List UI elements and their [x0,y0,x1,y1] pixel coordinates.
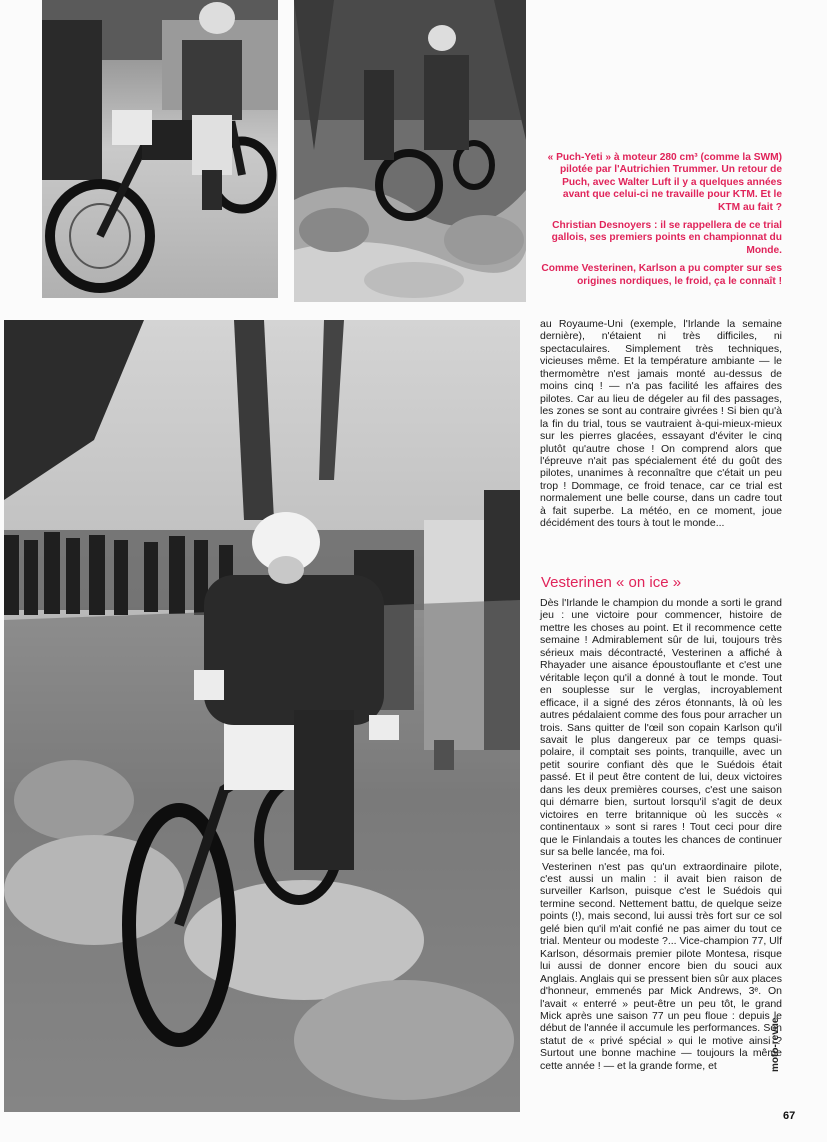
article-body [540,597,782,1072]
photo-puch-yeti [42,0,278,298]
photo-captions [540,152,782,294]
page-number: 67 [783,1110,796,1122]
section-heading: Vesterinen « on ice » [541,574,682,591]
photo-desnoyers [294,0,526,302]
body-paragraph-2: Vesterinen n'est pas qu'un extraordinaire pilote, c'est aussi un malin : il avait bien raison de surveiller Karlson, puisque c'est le Suédois qui termine second. Nettement battu, de quelque seize points (!), mais second, lui aussi très fort sur ce sol gelé bien qu'il m'ait confié ne pas aimer du tout ce trial. Menteur ou modeste ?... Vice-champion 77, Ulf Karlson, désormais premier pilote Montesa, risque lui aussi de donner encore bien du souci aux Anglais. Anglais qui se pressent bien sûr aux places d'honneur, emmenés par Mick Andrews, 3ᵉ. On l'avait « enterré » peut-être un peu tôt, le grand Mick après une saison 77 un peu floue : depuis le début de l'année il accumule les performances. Son statut de « privé spécial » qui le motive ainsi ? Surtout une bonne machine — toujours la même cette année ! — et la grande forme, et [540,860,783,1072]
photo-vesterinen [4,320,520,1112]
caption-puch-yeti: « Puch-Yeti » à moteur 280 cm³ (comme la SWM) pilotée par l'Autrichien Trummer. Un retour de Puch, avec Walter Luft il y a quelques années avant que celui-ci ne travaille pour KTM. Et le KTM au fait ? [547,152,782,213]
magazine-name: moto-revue [770,1017,781,1072]
intro-paragraph: au Royaume-Uni (exemple, l'Irlande la semaine dernière), n'étaient ni très difficiles, ni spectaculaires. Simplement très techniques, vicieuses même. Et la température ambiante — le thermomètre n'est jamais monté au-dessus de moins cinq ! — n'a pas facilité les affaires des pilotes. Car au lieu de dégeler au fil des passages, les zones se sont au contraire givrées ! Si bien qu'à la fin du trial, tous se vautraient à-qui-mieux-mieux sur les pierres glacées, essayant d'éviter le cinq plutôt qu'autre chose ! On comprend alors que l'épreuve n'ait pas spécialement été du goût des pilotes, unanimes à reconnaître que c'était un peu trop ! Dommage, ce froid tenace, car ce trial est normalement une belle course, dans un cadre tout à fait superbe. La météo, en ce moment, joue décidément des tours à tout le monde... [540,318,782,530]
caption-karlson: Comme Vesterinen, Karlson a pu compter sur ses origines nordiques, le froid, ça le connaît ! [541,263,782,287]
body-paragraph-1: Dès l'Irlande le champion du monde a sorti le grand jeu : une victoire pour commencer, histoire de mettre les choses au point. Et il recommence cette semaine ! Admirablement sûr de lui, toujours très sérieux mais décontracté, Vesterinen a affiché à Rhayader une aisance époustouflante et c'est une véritable leçon qu'il a donné à tout le monde. Tout en souplesse sur le verglas, incroyablement efficace, il a signé des zéros étonnants, là où les autres pédalaient comme des fous pour arracher un trois. Sans quitter de l'œil son copain Karlson qu'il savait le plus dangereux par ce temps quasi-polaire, il comptait ses points, tranquille, avec un petit sourire confiant dès que le Suédois était passé. Et il peut être content de lui, deux victoires dans les deux premières courses, c'est une saison qui démarre bien, surtout lorsqu'il s'agit de deux victoires en terre britannique où les succès « continentaux » sont si rares ! Tout ceci pour dire que le Finlandais a toutes les chances de continuer sur sa belle lancée, ma foi. [540,597,782,859]
caption-desnoyers: Christian Desnoyers : il se rappellera de ce trial gallois, ses premiers points en championnat du Monde. [551,220,782,256]
article-intro [540,318,782,530]
